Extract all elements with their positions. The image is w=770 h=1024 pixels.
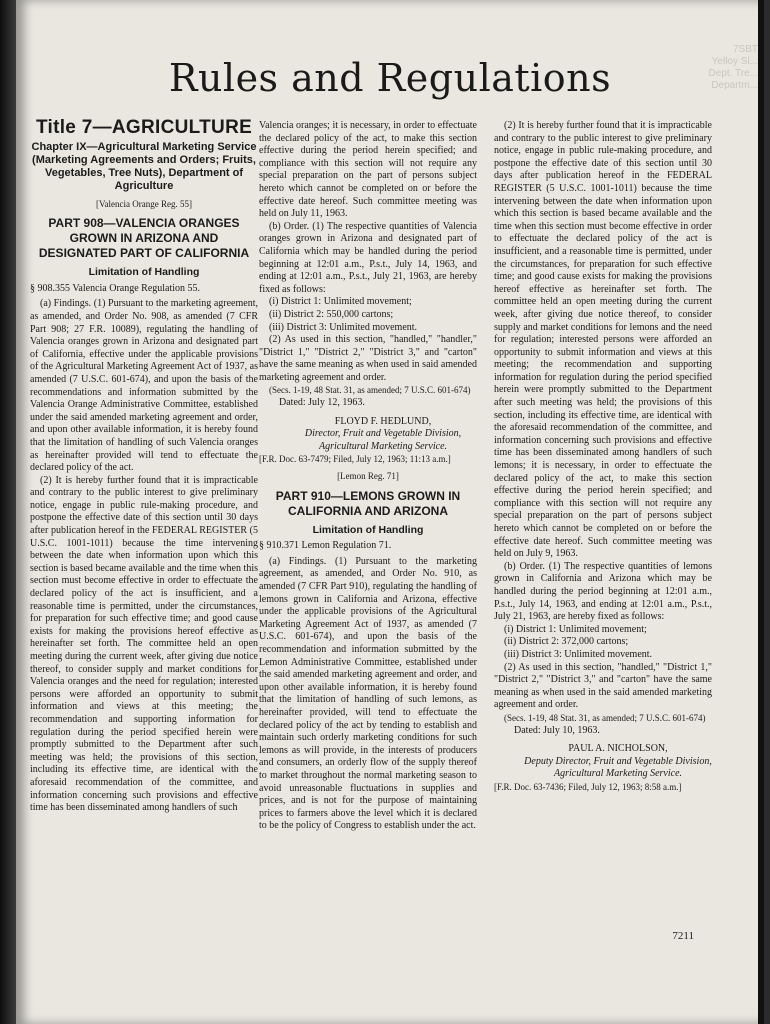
part-heading: PART 908—VALENCIA ORANGES GROWN IN ARIZONA AND DESIGNATED PART OF CALIFORNIA	[38, 216, 250, 261]
book-binding	[0, 0, 16, 1024]
paragraph: (2) It is hereby further found that it is impracticable and contrary to the public interest to give preliminary notice, engage in public rule-making procedure, and postpone the effective date of this section until 30 days after publication hereof in the FEDERAL REGISTER (5 U.S.C. 1001-1011) because the time intervening between the date when information upon which this section is based became available and the time when this section must become effective in order to effectuate the declared policy of the act is insufficient, and a reasonable time is permitted, under the circumstances, for preparation for such effective time; and good cause exists for making the provisions hereof effective as hereinafter set forth. The committee held an open meeting during the current week, after giving due notice thereof, to consider supply and market conditions for lemons and the need for regulation; interested persons were afforded an opportunity to submit information and views at this meeting; the recommendation and supporting information for regulation during the period specified herein were promptly submitted to the Department after such meeting was held; the provisions of this section, including its effective time, are identical with the aforesaid recommendation of the committee, and information concerning such provisions and effective time has been disseminated among handlers of such lemons; it is necessary, in order to effectuate the declared policy of the act, to make this section effective during the period herein specified; and compliance with this section will not require any special preparation on the part of persons subject hereto which cannot be completed on or before the effective date hereof. Such committee meeting was held on July 9, 1963.	[494, 120, 712, 560]
ghost-line: Departm...	[711, 80, 758, 91]
signature-block	[494, 743, 712, 781]
section-heading: § 908.355 Valencia Orange Regulation 55.	[30, 282, 201, 294]
signer-name: PAUL A. NICHOLSON,	[568, 743, 668, 755]
list-item: (i) District 1: Unlimited movement;	[269, 296, 412, 308]
chapter-heading: Chapter IX—Agricultural Marketing Service (Marketing Agreements and Orders; Fruits, Vegetables, Tree Nuts), Department of Agriculture	[31, 140, 257, 192]
list-item: (ii) District 2: 372,000 cartons;	[504, 636, 629, 648]
page-number: 7211	[672, 930, 694, 942]
ghost-line: Yelloy Sl...	[711, 56, 758, 67]
paragraph: (2) As used in this section, "handled," "handler," "District 1," "District 2," "District 3," and "carton" have the same meaning as when used in said amended marketing agreement and order.	[259, 334, 477, 383]
order-paragraph: (b) Order. (1) The respective quantities of Valencia oranges grown in Arizona and designated part of California which may be handled during the period beginning at 12:01 a.m., P.s.t., July 14, 1963, and ending at 12:01 a.m., P.s.t., July 21, 1963, are hereby fixed as follows:	[259, 220, 477, 295]
regulation-ref: [Valencia Orange Reg. 55]	[96, 198, 192, 209]
fr-doc-note: [F.R. Doc. 63-7436; Filed, July 12, 1963; 8:58 a.m.]	[494, 781, 682, 792]
page-edge	[758, 0, 764, 1024]
title-heading: Title 7—AGRICULTURE	[35, 117, 253, 138]
regulation-ref: [Lemon Reg. 71]	[337, 471, 399, 482]
limitation-heading: Limitation of Handling	[88, 266, 200, 279]
dated-line: Dated: July 10, 1963.	[514, 724, 600, 736]
part-heading: PART 910—LEMONS GROWN IN CALIFORNIA AND ARIZONA	[275, 488, 461, 518]
paragraph: (2) As used in this section, "handled," "District 1," "District 2," "District 3," and "carton" have the same meaning as when used in the said amended marketing agreement and order.	[494, 661, 712, 711]
signer-title: Director, Fruit and Vegetable Division, Agricultural Marketing Service.	[304, 428, 462, 452]
limitation-heading: Limitation of Handling	[312, 523, 424, 536]
list-item: (iii) District 3: Unlimited movement.	[504, 648, 653, 660]
page-title: Rules and Regulations	[168, 56, 612, 100]
ghost-line: Dept. Tre...	[708, 68, 758, 79]
order-paragraph: (b) Order. (1) The respective quantities of lemons grown in California and Arizona which may be handled during the period beginning at 12:01 a.m., P.s.t., July 14, 1963, and ending at 12:01 a.m., P.s.t., July 21, 1963, are hereby fixed as follows:	[494, 560, 712, 623]
column-2	[259, 120, 477, 833]
list-item: (iii) District 3: Unlimited movement.	[269, 321, 418, 333]
findings-paragraph: (a) Findings. (1) Pursuant to the marketing agreement, as amended, and Order No. 910, as amended (7 CFR Part 910), regulating the handling of lemons grown in California and Arizona, effective under the applicable provisions of the Agricultural Marketing Agreement Act of 1937, as amended (7 U.S.C. 601-674), and upon the basis of the recommendation and information submitted by the Lemon Administrative Committee, established under the said amended marketing agreement and order, and upon other available information, it is hereby found that the limitation of handling of such lemons, as hereinafter provided, will tend to effectuate the declared policy of the act by tending to establish and maintain such orderly marketing conditions for such lemons as will provide, in the interests of producers and consumers, an orderly flow of the supply thereof to market throughout the normal marketing season to avoid unreasonable fluctuations in supplies and prices, and is not for the purpose of maintaining prices to farmers above the level which it is declared to be the policy of Congress to establish under the act.	[259, 555, 477, 832]
section-heading: § 910.371 Lemon Regulation 71.	[259, 540, 392, 552]
fr-doc-note: [F.R. Doc. 63-7479; Filed, July 12, 1963; 11:13 a.m.]	[259, 454, 451, 465]
statute-citation: (Secs. 1-19, 48 Stat. 31, as amended; 7 U.S.C. 601-674)	[504, 712, 706, 723]
statute-citation: (Secs. 1-19, 48 Stat. 31, as amended; 7 U.S.C. 601-674)	[269, 385, 471, 396]
signature-block	[259, 416, 477, 454]
list-item: (i) District 1: Unlimited movement;	[504, 623, 647, 635]
list-item: (ii) District 2: 550,000 cartons;	[269, 308, 394, 320]
signer-title: Deputy Director, Fruit and Vegetable Division, Agricultural Marketing Service.	[524, 755, 712, 780]
dated-line: Dated: July 12, 1963.	[279, 397, 365, 409]
paragraph: (2) It is hereby further found that it is impracticable and contrary to the public interest to give preliminary notice, engage in public rule-making procedure, and postpone the effective date of this section until 30 days after publication hereof in the FEDERAL REGISTER (5 U.S.C. 1001-1011) because the time intervening between the date when information upon which this section is based became available and the time when this section must become effective in order to effectuate the declared policy of the act is insufficient, and a reasonable time is permitted, under the circumstances, for preparation for such effective time; and good cause exists for making the provisions hereof effective as hereinafter set forth. The committee held an open meeting during the current week, after giving due notice thereof, to consider supply and market conditions for Valencia oranges and the need for regulation; interested persons were afforded an opportunity to submit information and views at this meeting; the recommendation and supporting information for regulation during the period specified herein were promptly submitted to the Department after such meeting was held; the provisions of this section, including its effective time, are identical with the aforesaid recommendation of the committee, and information concerning such provisions and effective time has been disseminated among handlers of such	[30, 474, 258, 814]
column-3	[494, 120, 712, 793]
paragraph: Valencia oranges; it is necessary, in order to effectuate the declared policy of the act, to make this section effective during the period herein specified; and compliance with this section will not require any special preparation on the part of persons subject hereto which cannot be completed on or before the effective date hereof. Such committee meeting was held on July 11, 1963.	[259, 120, 477, 220]
findings-paragraph: (a) Findings. (1) Pursuant to the marketing agreement, as amended, and Order No. 908, as amended (7 CFR Part 908; 27 F.R. 10089), regulating the handling of Valencia oranges grown in Arizona and designated part of California, effective under the applicable provisions of the Agricultural Marketing Agreement Act of 1937, as amended (7 U.S.C. 601-674), and upon the basis of the recommendations and information submitted by the Valencia Orange Administrative Committee, established under the said amended marketing agreement and order, and upon other available information, it is hereby found that the limitation of handling of such Valencia oranges as hereinafter provided will tend to effectuate the declared policy of the act.	[30, 298, 258, 474]
ghost-line: 7SBT	[732, 44, 758, 55]
signer-name: FLOYD F. HEDLUND,	[334, 415, 432, 427]
column-1	[30, 117, 258, 815]
document-page	[16, 0, 764, 1024]
